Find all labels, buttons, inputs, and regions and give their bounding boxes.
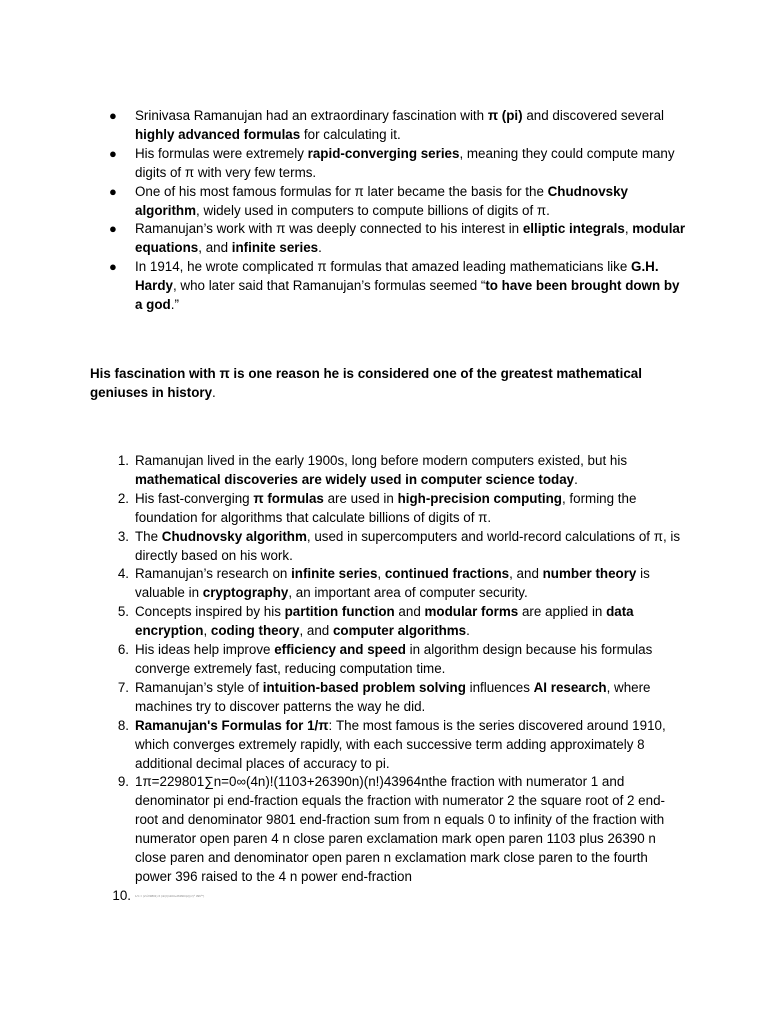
summary-statement-bold: His fascination with π is one reason he is considered one of the greatest mathematical geniuses in history [90, 366, 642, 400]
bullet-marker: ● [109, 108, 117, 123]
text-run: Srinivasa Ramanujan had an extraordinary fascination with [135, 108, 488, 123]
text-run: , and [299, 623, 333, 639]
numbered-item [107, 603, 687, 641]
bold-text: partition function [284, 604, 395, 620]
text-run: , widely used in computers to compute billions of digits of π. [196, 202, 550, 218]
bullet-item [107, 258, 687, 315]
item-number: 7. [117, 679, 129, 695]
text-run: , and [198, 240, 232, 256]
text-run: influences [465, 679, 534, 695]
item-text [135, 491, 636, 525]
item-text [135, 259, 680, 312]
summary-statement [90, 365, 690, 403]
item-text [135, 718, 666, 771]
bold-text: π (pi) [487, 108, 523, 123]
text-run: , [377, 566, 385, 582]
item-text [135, 453, 627, 487]
item-number: 3. [117, 528, 129, 544]
item-number: 6. [117, 642, 129, 658]
numbered-item [107, 679, 687, 717]
item-number: 5. [117, 604, 129, 620]
numbered-item [107, 773, 687, 886]
numbered-item [107, 717, 687, 774]
bold-text: mathematical discoveries are widely used in computer science today [135, 471, 575, 487]
item-number: 4. [117, 566, 129, 582]
numbered-item [107, 565, 687, 603]
bold-text: rapid-converging series [307, 145, 460, 161]
bullet-item [107, 220, 687, 258]
bold-text: coding theory [210, 623, 300, 639]
numbered-item [107, 452, 687, 490]
text-run: , who later said that Ramanujan’s formulas seemed “ [172, 278, 486, 294]
bold-text: modular equations [135, 221, 686, 256]
text-run: 1/π = (2√2/9801) Σ (4n)!(1103+26390n)/((n!)⁴ 396⁴ⁿ) [135, 893, 205, 898]
text-run: His ideas help improve [135, 642, 275, 658]
numbered-item [107, 490, 687, 528]
text-run: 1π=229801∑n=0∞(4n)!(1103+26390n)(n!)43964nthe fraction with numerator 1 and denominator pi end-fraction equals the fraction with numerator 2 the square root of 2 end-root and denominator 9801 end-fraction sum from n equals 0 to infinity of the fraction with numerator open paren 4 n close paren exclamation mark open paren 1103 plus 26390 n close paren and denominator open paren n exclamation mark close paren to the fourth power 396 raised to the 4 n power end-fraction [135, 774, 665, 884]
numbered-item [107, 887, 687, 906]
bold-text: number theory [542, 566, 637, 582]
text-run: in algorithm design because his formulas converge extremely fast, reducing computation time. [135, 642, 653, 676]
text-run: Ramanujan’s work with π was deeply connected to his interest in [135, 221, 523, 237]
text-run: His formulas were extremely [135, 145, 308, 161]
text-run: , forming the foundation for algorithms that calculate billions of digits of π. [135, 490, 637, 525]
bullet-marker: ● [109, 259, 117, 275]
text-run: In 1914, he wrote complicated π formulas that amazed leading mathematicians like [135, 259, 632, 275]
bullet-item [107, 183, 687, 221]
text-run: are used in [323, 490, 398, 506]
item-number: 10. [112, 887, 131, 903]
bullet-item [107, 107, 687, 145]
item-text [135, 604, 634, 638]
item-number: 2. [117, 490, 129, 506]
text-run: : The most famous is the series discovered around 1910, which converges extremely rapidly, with each successive term adding approximately 8 additional decimal places of accuracy to pi. [135, 717, 666, 771]
text-run: . [318, 240, 322, 256]
text-run: Ramanujan lived in the early 1900s, long before modern computers existed, but his [135, 453, 628, 468]
item-text [135, 184, 628, 218]
item-number: 8. [117, 717, 129, 733]
bullet-list [107, 107, 687, 315]
item-text [135, 108, 664, 142]
item-text [135, 680, 651, 714]
text-run: is valuable in [135, 566, 650, 601]
text-run: Ramanujan’s style of [135, 679, 263, 695]
text-run: , and [509, 566, 543, 582]
bold-text: high-precision computing [397, 490, 562, 506]
bold-text: cryptography [202, 585, 289, 601]
numbered-item [107, 641, 687, 679]
bullet-marker: ● [109, 145, 117, 161]
text-run: One of his most famous formulas for π later became the basis for the [135, 183, 548, 199]
text-run: , where machines try to discover patterns the way he did. [135, 679, 651, 714]
text-run: and discovered several [522, 108, 665, 123]
text-run: are applied in [518, 604, 607, 620]
item-text [135, 894, 204, 898]
item-number: 1. [117, 453, 129, 468]
item-text [135, 566, 650, 600]
bold-text: efficiency and speed [274, 642, 406, 658]
item-text [135, 774, 665, 884]
item-text [135, 642, 652, 676]
text-run: , [624, 221, 633, 237]
text-run: , [203, 623, 211, 639]
text-run: . [466, 623, 470, 639]
text-run: , an important area of computer security. [288, 585, 528, 601]
numbered-list [107, 452, 687, 906]
numbered-item [107, 528, 687, 566]
bullet-marker: ● [109, 183, 117, 199]
text-run: Ramanujan’s research on [135, 566, 292, 582]
bold-text: to have been brought down by a god [135, 278, 680, 313]
bold-text: Chudnovsky algorithm [135, 183, 628, 218]
text-run: , meaning they could compute many digits of π with very few terms. [135, 145, 675, 180]
bold-text: elliptic integrals [522, 221, 625, 237]
item-number: 9. [117, 774, 129, 790]
bullet-marker: ● [109, 221, 117, 237]
text-run: and [394, 604, 425, 620]
bold-text: G.H. Hardy [135, 259, 659, 294]
text-run: Concepts inspired by his [135, 604, 285, 620]
bold-text: infinite series [291, 566, 378, 582]
text-run: , used in supercomputers and world-record calculations of π, is directly based on his work. [135, 528, 681, 563]
bold-text: highly advanced formulas [135, 126, 301, 142]
bold-text: Ramanujan's Formulas for 1/π [135, 717, 329, 733]
bullet-item [107, 145, 687, 183]
item-text [135, 529, 680, 563]
text-run: The [135, 528, 162, 544]
bold-text: intuition-based problem solving [262, 679, 466, 695]
summary-statement-tail: . [212, 384, 216, 400]
item-text [135, 146, 675, 180]
bold-text: Chudnovsky algorithm [161, 528, 307, 544]
bold-text: continued fractions [384, 566, 510, 582]
bold-text: infinite series [231, 240, 319, 256]
text-run: His fast-converging [135, 490, 254, 506]
text-run: for calculating it. [300, 126, 401, 142]
bold-text: data encryption [135, 604, 634, 639]
text-run: .” [170, 297, 179, 313]
bold-text: computer algorithms [332, 623, 467, 639]
bold-text: AI research [533, 679, 607, 695]
bold-text: modular forms [424, 604, 519, 620]
bold-text: π formulas [253, 490, 324, 506]
text-run: . [574, 471, 578, 487]
item-text [135, 221, 685, 255]
